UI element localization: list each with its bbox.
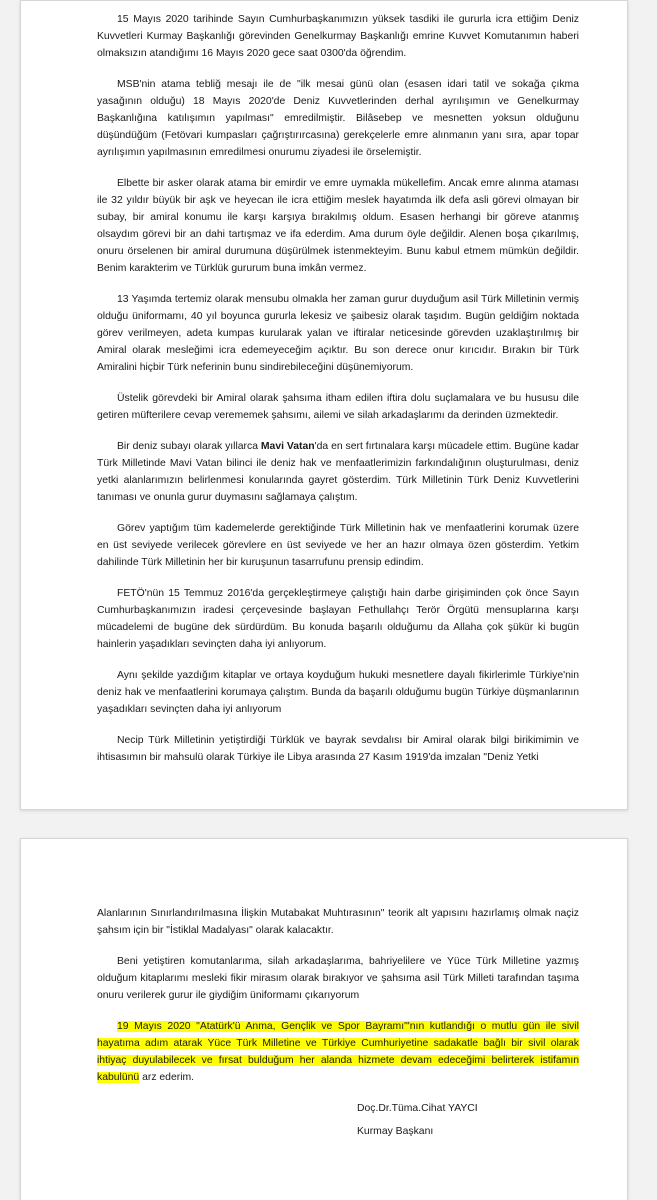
page-2-body [97, 905, 579, 1140]
mavi-vatan-term: Mavi Vatan [260, 441, 315, 452]
page-1-body [97, 11, 579, 780]
paragraph-12: Beni yetiştiren komutanlarıma, silah arkadaşlarıma, bahriyelilere ve Yüce Türk Milletine yazmış olduğum kitaplarımı mesleki fikir mirasım olarak bırakıyor ve şahsıma asil Türk Milleti tarafından taşıma onuru verilerek gurur ile giydiğim üniformamı çıkarıyorum [97, 956, 579, 1001]
paragraph-1: 15 Mayıs 2020 tarihinde Sayın Cumhurbaşkanımızın yüksek tasdiki ile gururla icra ettiğim Deniz Kuvvetleri Kurmay Başkanlığı görevinden Genelkurmay Başkanlığı emrine Kuvvet Komutanımın haberi olmaksızın atandığımı 16 Mayıs 2020 gece saat 0300'da öğrendim. [97, 14, 579, 59]
paragraph-4: 13 Yaşımda tertemiz olarak mensubu olmakla her zaman gurur duyduğum asil Türk Milletinin vermiş olduğu üniformamı, 40 yıl boyunca gururla lekesiz ve şaibesiz olarak taşıdım. Bugün geldiğim noktada görev verilmeyen, adeta kumpas kurularak yalan ve iftiralar neticesinde görevden uzaklaştırılmış bir Amiral olarak mesleğimi icra edemeyeceğim açıktır. Bu son derece onur kırıcıdır. Bırakın bir Türk Amiralini hiçbir Türk neferinin bunu sindirebileceğini düşünemiyorum. [97, 294, 579, 373]
paragraph-6-end: 'da en sert fırtınalara karşı mücadele ettim. Bugüne kadar Türk Milletinde Mavi Vatan bilinci ile deniz hak ve menfaatlerimizin farkındalığının oluşturulması, deniz yetki alanlarımızın belirlenmesi konularında gayret gösterdim. Türk Milletinin Türk Deniz Kuvvetlerini tanıması ve onunla gurur duymasını sağlamaya çalıştım. [97, 441, 579, 503]
paragraph-13 [97, 1018, 579, 1086]
document-page-2 [20, 838, 628, 1200]
paragraph-7: Görev yaptığım tüm kademelerde gerektiğinde Türk Milletinin hak ve menfaatlerini korumak üzere en üst seviyede verilecek görevlere en üst seviyede ve her an hazır olmaya özen gösterdim. Yetkim dahilinde Türk Milletinin her bir kuruşunun tasarrufunu prensip edindim. [97, 523, 579, 568]
signature-name: Doç.Dr.Tüma.Cihat YAYCI [357, 1103, 478, 1114]
highlighted-text: 19 Mayıs 2020 "Atatürk'ü Anma, Gençlik ve Spor Bayramı"'nın kutlandığı o mutlu gün ile sivil hayatıma adım atarak Yüce Türk Milletine ve Türkiye Cumhuriyetine sadakatle bağlı bir sivil olarak ihtiyaç duyulabilecek ve fırsat bulduğum her alanda hizmete devam edeceğimi belirterek istifamın kabulünü [97, 1021, 579, 1083]
signature-title: Kurmay Başkanı [357, 1126, 434, 1137]
paragraph-3: Elbette bir asker olarak atama bir emirdir ve emre uymakla mükellefim. Ancak emre alınma ataması ile 32 yıldır büyük bir aşk ve heyecan ile icra ettiğim meslek hayatımda ilk defa asli görevi olmayan bir subay, bir amiral konumu ile karşı karşıya bırakılmış oldum. Esasen herhangi bir göreve atanmış olsaydım görevi bir an dahi tartışmaz ve ifa ederdim. Ama durum öyle değildir. Alenen boşa çıkarılmış, onuru örselenen bir amiral durumuna düşürülmek istenmekteyim. Bunu kabul etmem mümkün değildir. Benim karakterim ve Türklük gururum buna imkân vermez. [97, 178, 579, 274]
paragraph-11: Alanlarının Sınırlandırılmasına İlişkin Mutabakat Muhtırasının" teorik alt yapısını hazırlamış olmak naçiz şahsım için bir "İstiklal Madalyası" olarak kalacaktır. [97, 908, 579, 936]
document-page-1 [20, 0, 628, 810]
paragraph-5: Üstelik görevdeki bir Amiral olarak şahsıma itham edilen iftira dolu suçlamalara ve bu hususu dile getiren müfterilere cevap verememek şahsımı, ailemi ve silah arkadaşlarımı da derinden üzmektedir. [97, 393, 579, 421]
paragraph-8: FETÖ'nün 15 Temmuz 2016'da gerçekleştirmeye çalıştığı hain darbe girişiminden çok önce Sayın Cumhurbaşkanımızın iradesi çerçevesinde başlayan Fethullahçı Terör Örgütü mensuplarına karşı mücadelemi de bugüne dek sürdürdüm. Bu konuda başarılı olduğumu da Allaha çok şükür ki bugün hainlerin yaşadıkları sevinçten daha iyi anlıyorum. [97, 588, 579, 650]
paragraph-9: Aynı şekilde yazdığım kitaplar ve ortaya koyduğum hukuki mesnetlere dayalı fikirlerimle Türkiye'nin deniz hak ve menfaatlerini korumaya çalıştım. Bunda da başarılı olduğumu bugün Türkiye düşmanlarının yaşadıkları sevinçten daha iyi anlıyorum [97, 670, 579, 715]
paragraph-13-end: arz ederim. [139, 1072, 195, 1083]
paragraph-10: Necip Türk Milletinin yetiştirdiği Türklük ve bayrak sevdalısı bir Amiral olarak bilgi birikimimin ve ihtisasımın bir mahsulü olarak Türkiye ile Libya arasında 27 Kasım 1919'da imzalan "Deniz Yetki [97, 735, 579, 763]
paragraph-6 [97, 438, 579, 506]
paragraph-6-start: Bir deniz subayı olarak yıllarca [117, 441, 261, 452]
paragraph-2: MSB'nin atama tebliğ mesajı ile de "ilk mesai günü olan (esasen idari tatil ve sokağa çıkma yasağının olduğu) 18 Mayıs 2020'de Deniz Kuvvetlerinden derhal ayrılışımın ve Genelkurmay Başkanlığına katılışımın yapılması" emredilmiştir. Bilâsebep ve mesnetten yoksun olduğunu düşündüğüm (Fetövari kumpasları çağrıştırırcasına) gerekçelerle emre alınmanın yanı sıra, apar topar ayrılışımın yapılmasının emredilmesi onurumu ziyadesi ile örselemiştir. [97, 79, 579, 158]
